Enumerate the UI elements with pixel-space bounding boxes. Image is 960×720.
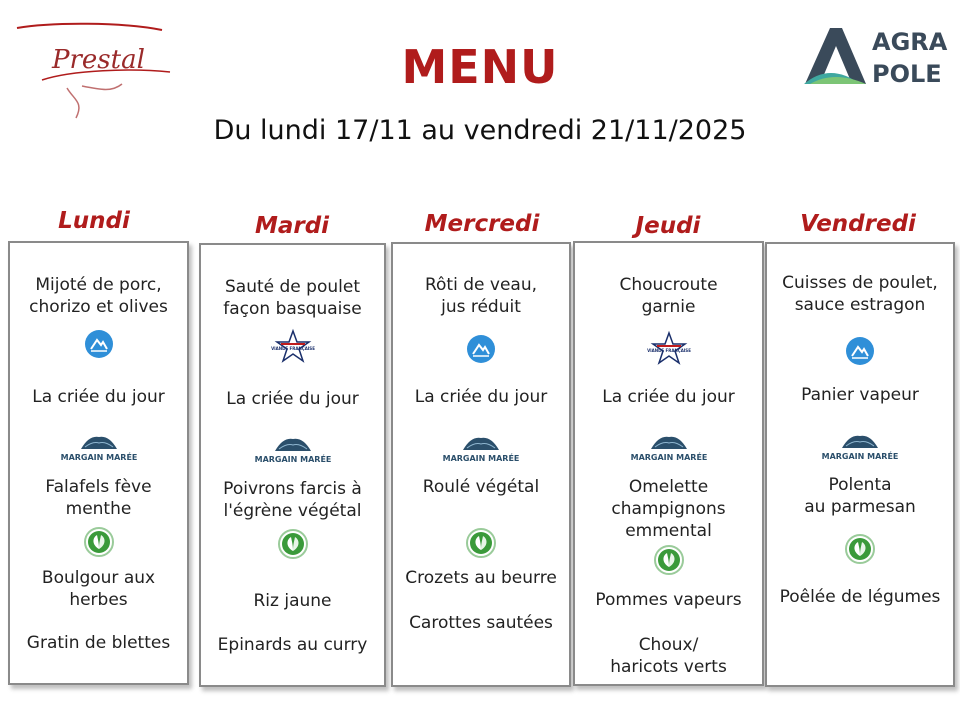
menu-item: Poivrons farcis à l'égrène végétal (223, 479, 362, 521)
menu-item: Poêlée de légumes (779, 587, 941, 607)
menu-item: La criée du jour (226, 389, 359, 409)
margain-maree-logo (253, 435, 333, 465)
menu-column-vendredi (765, 242, 955, 687)
menu-item: Mijoté de porc, chorizo et olives (29, 275, 168, 317)
svg-text:MARGAIN MARÉE: MARGAIN MARÉE (60, 453, 137, 462)
menu-column-mardi (199, 243, 386, 687)
svg-text:Prestal: Prestal (52, 45, 145, 75)
svg-text:MARGAIN MARÉE: MARGAIN MARÉE (254, 455, 331, 464)
menu-item: Carottes sautées (409, 613, 553, 633)
viande-francaise-logo (270, 329, 315, 365)
viande-francaise-logo (646, 331, 691, 367)
blue-mountain-icon (466, 334, 496, 364)
margain-maree-logo (59, 433, 139, 463)
menu-item: Rôti de veau, jus réduit (424, 275, 537, 317)
menu-item: Riz jaune (253, 591, 332, 611)
green-leaf-icon (845, 534, 875, 564)
day-title-vendredi: Vendredi (800, 211, 916, 237)
menu-item: Choux/ haricots verts (610, 635, 727, 677)
menu-item: La criée du jour (414, 387, 548, 407)
svg-text:MARGAIN MARÉE: MARGAIN MARÉE (821, 452, 899, 461)
green-leaf-icon (84, 527, 114, 557)
menu-item: La criée du jour (32, 387, 165, 407)
menu-column-mercredi (391, 242, 571, 687)
day-title-mercredi: Mercredi (424, 211, 540, 237)
menu-item: Roulé végétal (422, 477, 540, 497)
blue-mountain-icon (845, 336, 875, 366)
svg-text:VIANDE FRANÇAISE: VIANDE FRANÇAISE (270, 346, 315, 351)
day-title-mardi: Mardi (254, 213, 330, 239)
menu-item: Polenta au parmesan (804, 475, 916, 517)
menu-item: Choucroute garnie (619, 275, 718, 317)
menu-item: Pommes vapeurs (595, 590, 742, 610)
menu-item: Gratin de blettes (26, 633, 171, 653)
menu-item: Panier vapeur (801, 385, 919, 405)
menu-item: Crozets au beurre (405, 568, 557, 588)
menu-column-lundi (8, 241, 189, 685)
margain-maree-logo (820, 432, 900, 462)
menu-item: Falafels fève menthe (45, 477, 152, 519)
green-leaf-icon (278, 529, 308, 559)
svg-text:POLE: POLE (872, 60, 942, 88)
svg-text:MARGAIN MARÉE: MARGAIN MARÉE (630, 453, 707, 462)
svg-text:AGRA: AGRA (872, 28, 948, 56)
svg-text:VIANDE FRANÇAISE: VIANDE FRANÇAISE (646, 348, 691, 353)
page-title: MENU (401, 40, 559, 94)
blue-mountain-icon (84, 329, 114, 359)
menu-item: Cuisses de poulet, sauce estragon (782, 273, 938, 315)
day-title-lundi: Lundi (58, 208, 130, 234)
menu-item: La criée du jour (602, 387, 735, 407)
menu-column-jeudi (573, 241, 764, 686)
green-leaf-icon (654, 545, 684, 575)
menu-item: Sauté de poulet façon basquaise (223, 277, 362, 319)
svg-text:MARGAIN MARÉE: MARGAIN MARÉE (442, 454, 520, 463)
margain-maree-logo (629, 433, 709, 463)
day-title-jeudi: Jeudi (635, 213, 701, 239)
menu-item: Epinards au curry (217, 635, 368, 655)
green-leaf-icon (466, 528, 496, 558)
menu-item: Boulgour aux herbes (41, 568, 156, 610)
date-range: Du lundi 17/11 au vendredi 21/11/2025 (213, 115, 747, 146)
menu-item: Omelette champignons emmental (611, 477, 726, 541)
margain-maree-logo (441, 434, 521, 464)
